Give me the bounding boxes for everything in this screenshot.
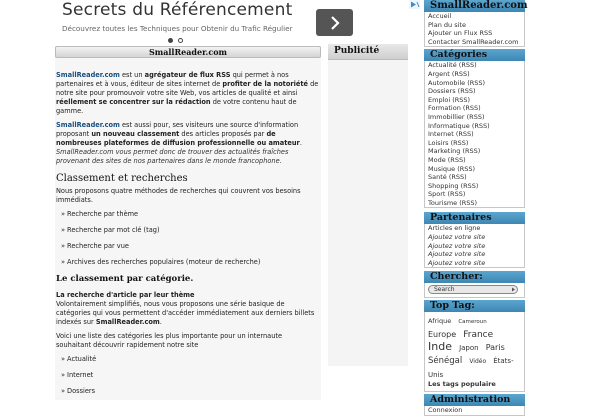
- category-heading: Le classement par catégorie.: [56, 274, 194, 284]
- category-link[interactable]: Tourisme (RSS): [428, 198, 478, 207]
- tag-link[interactable]: Afrique: [428, 317, 452, 326]
- sidebar-brand: SmallReader.com: [424, 0, 525, 12]
- popular-tags-link[interactable]: Les tags populaire: [428, 380, 496, 389]
- admin-list: [424, 406, 525, 416]
- category-link[interactable]: Immobillier (RSS): [428, 112, 485, 121]
- tag-link[interactable]: Europe: [428, 330, 457, 340]
- ad-column: [328, 44, 408, 366]
- partner-link[interactable]: Articles en ligne: [428, 224, 481, 233]
- category-subhead: La recherche d'article par leur thème: [56, 291, 195, 299]
- list-item[interactable]: » Recherche par mot clé (tag): [61, 226, 160, 234]
- ad-subtitle[interactable]: Découvrez toutes les Techniques pour Obtenir du Trafic Régulier: [62, 24, 293, 33]
- list-item[interactable]: » Dossiers: [61, 387, 96, 395]
- category-link[interactable]: Santé (RSS): [428, 173, 467, 182]
- tag-link[interactable]: Inde: [428, 340, 452, 354]
- tag-link[interactable]: Japon: [459, 344, 479, 353]
- ad-next-button[interactable]: [316, 9, 353, 36]
- list-item[interactable]: » Recherche par vue: [61, 242, 129, 250]
- brand-link[interactable]: SmallReader.com: [56, 71, 120, 79]
- main-box-title: SmallReader.com: [55, 46, 321, 58]
- category-link[interactable]: Marketing (RSS): [428, 147, 481, 156]
- partner-link[interactable]: Ajoutez votre site: [428, 250, 486, 259]
- brand-link[interactable]: SmallReader.com: [56, 121, 120, 129]
- category-intro: Voici une liste des catégories les plus importante pour un internaute souhaitant découvrir rapidement notre site: [56, 332, 283, 349]
- partners-list: [424, 224, 525, 268]
- ad-choices-icon[interactable]: [409, 0, 420, 9]
- main-content: [55, 46, 321, 400]
- tag-link[interactable]: Cameroun: [458, 319, 487, 326]
- ad-column-title: Publicité: [328, 44, 408, 60]
- nav-contact[interactable]: Contacter SmallReader.com: [428, 37, 519, 46]
- partner-link[interactable]: Ajoutez votre site: [428, 258, 486, 267]
- partner-link[interactable]: Ajoutez votre site: [428, 233, 486, 242]
- ad-pagination: [168, 38, 183, 43]
- category-link[interactable]: Actualité (RSS): [428, 61, 477, 70]
- category-link[interactable]: Internet (RSS): [428, 130, 474, 139]
- categories-title: Catégories: [424, 49, 525, 61]
- search-description: Nous proposons quatre méthodes de recherches qui couvrent vos besoins immédiats.: [56, 187, 301, 204]
- sidebar-nav: [424, 12, 525, 47]
- list-item[interactable]: » Archives des recherches populaires (moteur de recherche): [61, 258, 261, 266]
- search-submit-icon[interactable]: [511, 287, 516, 292]
- tag-link[interactable]: États-Unis: [428, 357, 514, 380]
- ad-banner[interactable]: [55, 0, 420, 48]
- tags-title: Top Tag:: [424, 300, 525, 312]
- tag-link[interactable]: Paris: [485, 343, 505, 353]
- category-link[interactable]: Informatique (RSS): [428, 121, 490, 130]
- list-item[interactable]: » Recherche par thème: [61, 210, 139, 218]
- category-link[interactable]: Formation (RSS): [428, 104, 481, 113]
- chevron-right-icon: [329, 15, 341, 31]
- list-item[interactable]: » Internet: [61, 371, 94, 379]
- category-link[interactable]: Musique (RSS): [428, 164, 476, 173]
- category-list: [56, 355, 319, 396]
- intro-paragraph-1: SmallReader.com est un agrégateur de flux RSS qui permet à nos partenaires et à vous, éditeur de sites internet de profiter de la notoriété de notre site pour promouvoir votre site Web, vos articles de qualité et ainsi réellement se concentrer sur la rédaction de votre contenu haut de gamme.: [56, 71, 319, 115]
- nav-add-feed[interactable]: Ajouter un Flux RSS: [428, 29, 493, 38]
- category-link[interactable]: Sport (RSS): [428, 190, 466, 199]
- list-item[interactable]: » Actualité: [61, 355, 97, 363]
- category-link[interactable]: Mode (RSS): [428, 155, 466, 164]
- admin-title: Administration: [424, 394, 525, 406]
- search-methods-list: [56, 210, 319, 267]
- category-link[interactable]: Argent (RSS): [428, 69, 470, 78]
- category-link[interactable]: Dossiers (RSS): [428, 87, 476, 96]
- category-description: Volontairement simplifiés, nous vous proposons une série basique de catégories qui vous permettent d'accéder immédiatement aux derniers billets indexés sur SmallReader.com.: [56, 300, 315, 326]
- tag-link[interactable]: Sénégal: [428, 356, 463, 367]
- tag-link[interactable]: Vidéo: [469, 358, 487, 366]
- search-heading: Classement et recherches: [56, 173, 188, 184]
- search-title: Chercher:: [424, 271, 525, 283]
- search-input[interactable]: Search: [428, 285, 518, 294]
- intro-paragraph-2: SmallReader.com est aussi pour, ses visiteurs une source d'information proposant un nouveau classement des articles proposés par de nombreuses plateformes de diffusion professionnelle ou amateur. SmallReader.com vous permet donc de trouver des actualités fraîches provenant des sites de nos partenaires dans le monde francophone.: [56, 121, 302, 165]
- search-form: [424, 283, 525, 298]
- login-link[interactable]: Connexion: [428, 406, 463, 415]
- category-link[interactable]: Automobile (RSS): [428, 78, 486, 87]
- partners-title: Partenaires: [424, 212, 525, 224]
- tag-cloud: [424, 312, 525, 392]
- ad-dot-1[interactable]: [168, 38, 173, 43]
- categories-list: [424, 61, 525, 208]
- nav-home[interactable]: Accueil: [428, 12, 452, 20]
- nav-sitemap[interactable]: Plan du site: [428, 20, 466, 29]
- brand-italic: SmallReader.com: [56, 148, 114, 156]
- ad-title[interactable]: Secrets du Référencement: [62, 0, 293, 20]
- partner-link[interactable]: Ajoutez votre site: [428, 241, 486, 250]
- sidebar: [424, 0, 528, 415]
- tag-link[interactable]: France: [463, 330, 494, 341]
- category-link[interactable]: Loisirs (RSS): [428, 138, 469, 147]
- category-link[interactable]: Emploi (RSS): [428, 95, 471, 104]
- category-link[interactable]: Shopping (RSS): [428, 181, 479, 190]
- ad-dot-2[interactable]: [178, 38, 183, 43]
